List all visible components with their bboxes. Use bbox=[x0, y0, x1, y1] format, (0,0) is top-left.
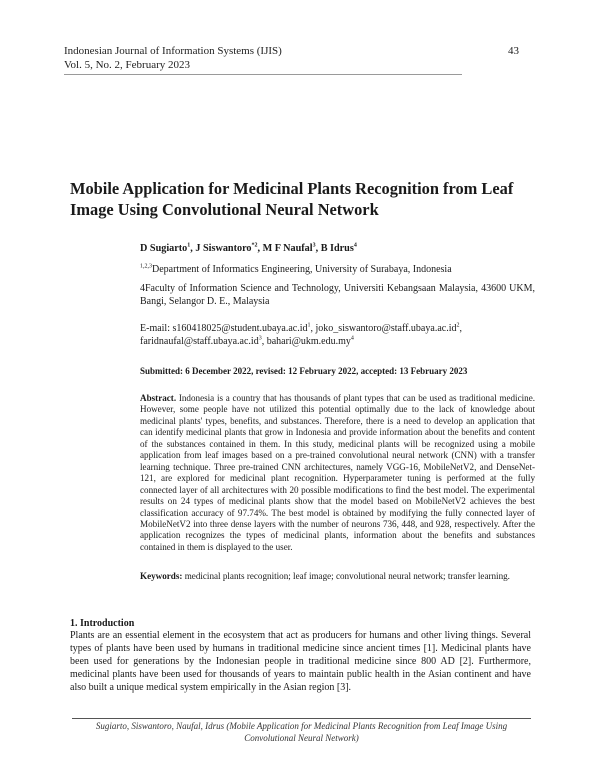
email-marker: 1 bbox=[307, 322, 311, 329]
abstract-text: Indonesia is a country that has thousands of plant types that can be used as traditional medicine. However, some people have not utilized this potential optimally due to the lack of knowledge about medicinal plants' types, benefits, and substances. Therefore, there is a need to develop an application that can identify medicinal plants that grow in Indonesia and provide information about the benefits and content of the substances contained in them. In this study, medicinal plants will be recognized using a mobile application from leaf images based on a pre-trained convolutional neural network (CNN) with a transfer learning technique. Three pre-trained CNN architectures, namely VGG-16, MobileNetV2, and DenseNet-121, are explored for medicinal plant recognition. Hyperparameter tuning is performed at the fully connected layer of all architectures with 20 possible modifications to find the best model. The experimental results on 24 types of medicinal plants show that the model based on MobileNetV2 achieves the best classification accuracy of 97.74%. The best model is obtained by modifying the fully connected layer of MobileNetV2 into three dense layers with the number of neurons 736, 448, and 928, respectively. After the application recognizes the types of medicinal plants, information about the benefits and substances contained in them is displayed to the user. bbox=[140, 393, 535, 552]
author-separator: , bbox=[190, 243, 196, 254]
email-link[interactable]: s160418025@student.ubaya.ac.id bbox=[172, 323, 308, 334]
author-affiliation-marker: 1 bbox=[187, 242, 191, 249]
author-name: J Siswantoro bbox=[195, 243, 252, 254]
email-link[interactable]: faridnaufal@staff.ubaya.ac.id bbox=[140, 336, 259, 347]
abstract-label: Abstract. bbox=[140, 393, 177, 403]
email-list bbox=[140, 322, 535, 348]
affiliation-marker: 1,2,3 bbox=[140, 263, 152, 270]
author-name: M F Naufal bbox=[262, 243, 313, 254]
running-footer: Sugiarto, Siswantoro, Naufal, Idrus (Mobile Application for Medicinal Plants Recognition from Leaf Image Using Convolutional Neural Network) bbox=[95, 721, 508, 743]
submission-dates: Submitted: 6 December 2022, revised: 12 February 2022, accepted: 13 February 2023 bbox=[140, 366, 468, 376]
footer-divider bbox=[72, 718, 531, 719]
keywords-text: medicinal plants recognition; leaf image; convolutional neural network; transfer learning. bbox=[182, 571, 510, 581]
affiliation bbox=[140, 263, 535, 276]
author-list bbox=[140, 242, 535, 255]
journal-issue: Vol. 5, No. 2, February 2023 bbox=[64, 59, 190, 71]
affiliation-text: Department of Informatics Engineering, University of Surabaya, Indonesia bbox=[152, 264, 452, 275]
email-link[interactable]: joko_siswantoro@staff.ubaya.ac.id bbox=[315, 323, 457, 334]
email-separator: , bbox=[261, 336, 267, 347]
author-name: D Sugiarto bbox=[140, 243, 188, 254]
affiliation bbox=[140, 282, 535, 308]
keywords bbox=[140, 571, 535, 582]
paper-title: Mobile Application for Medicinal Plants Recognition from Leaf Image Using Convolutional Neural Network bbox=[70, 179, 514, 219]
running-header bbox=[64, 44, 462, 72]
email-separator: , bbox=[459, 323, 462, 334]
author-name: B Idrus bbox=[320, 243, 354, 254]
author-affiliation-marker: *2 bbox=[251, 242, 258, 249]
email-marker: 2 bbox=[456, 322, 460, 329]
keywords-label: Keywords: bbox=[140, 571, 183, 581]
introduction-paragraph: Plants are an essential element in the ecosystem that act as producers for humans and other living things. Several types of plants have been used by humans in traditional medicine since ancient times [1]. Medicinal plants have been used for generations by the Indonesian people in traditional medicine since 800 AD [2]. Furthermore, medicinal plants have been used for thousands of years to maintain public health in the Asian continent and have also built a unique medical system empirically in the Asian region [3]. bbox=[70, 630, 531, 694]
author-separator: , bbox=[257, 243, 263, 254]
author-affiliation-marker: 3 bbox=[312, 242, 316, 249]
header-divider bbox=[64, 74, 462, 75]
affiliation-text: 4Faculty of Information Science and Technology, Universiti Kebangsaan Malaysia, 43600 UKM, Bangi, Selangor D. E., Malaysia bbox=[140, 283, 535, 307]
author-separator: , bbox=[315, 243, 321, 254]
email-marker: 4 bbox=[350, 335, 354, 342]
email-marker: 3 bbox=[258, 335, 262, 342]
journal-name: Indonesian Journal of Information Systems (IJIS) bbox=[64, 45, 282, 57]
author-affiliation-marker: 4 bbox=[353, 242, 357, 249]
abstract bbox=[140, 393, 535, 553]
email-link[interactable]: bahari@ukm.edu.my bbox=[266, 336, 351, 347]
page-number: 43 bbox=[508, 45, 519, 57]
section-heading-introduction: 1. Introduction bbox=[70, 618, 135, 629]
email-label: E-mail: bbox=[140, 323, 173, 334]
email-separator: , bbox=[310, 323, 316, 334]
